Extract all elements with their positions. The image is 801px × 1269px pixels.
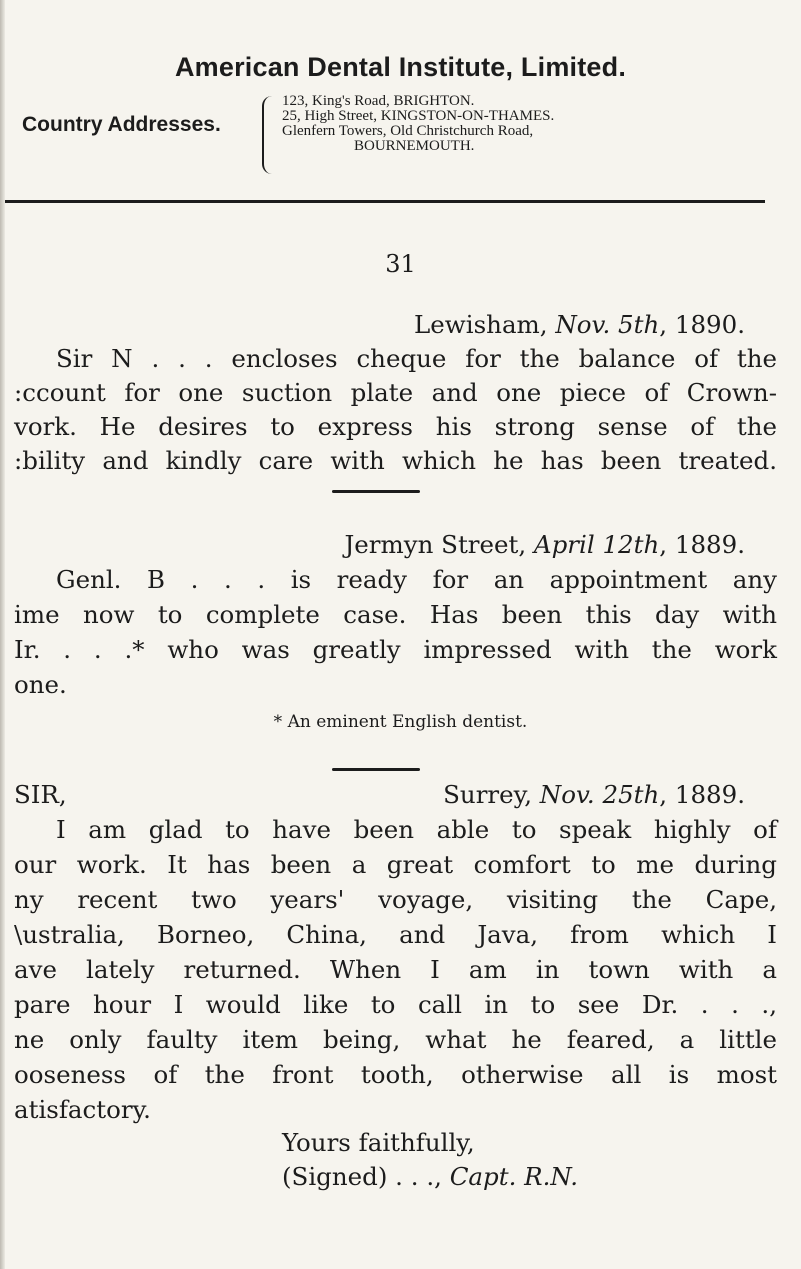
letter-salutation: SIR, bbox=[14, 780, 67, 809]
letter-text-line: :ccount for one suction plate and one piece of Crown- bbox=[14, 378, 777, 407]
address-line: 123, King's Road, BRIGHTON. bbox=[282, 93, 475, 109]
letter-dateline: Jermyn Street, April 12th, 1889. bbox=[344, 530, 745, 559]
letter-signature: (Signed) . . ., Capt. R.N. bbox=[282, 1162, 579, 1191]
address-line: Glenfern Towers, Old Christchurch Road, bbox=[282, 123, 534, 139]
letter-text-line: ave lately returned. When I am in town with a bbox=[14, 955, 777, 984]
address-brace bbox=[262, 96, 274, 174]
letter-text-line: Ir. . . .* who was greatly impressed with the work bbox=[14, 635, 777, 664]
letter-dateline: Lewisham, Nov. 5th, 1890. bbox=[414, 310, 745, 339]
letter-text-line: ime now to complete case. Has been this day with bbox=[14, 600, 777, 629]
letter-text-line: ny recent two years' voyage, visiting the Cape, bbox=[14, 885, 777, 914]
institute-title: American Dental Institute, Limited. bbox=[174, 52, 627, 82]
address-list bbox=[282, 94, 554, 154]
footnote: * An eminent English dentist. bbox=[273, 712, 528, 732]
letter-text-line: ooseness of the front tooth, otherwise all is most bbox=[14, 1060, 777, 1089]
section-separator bbox=[332, 490, 420, 493]
page-edge-shadow bbox=[0, 0, 5, 1269]
letter-closing: Yours faithfully, bbox=[282, 1128, 475, 1157]
letter-text-line: one. bbox=[14, 670, 67, 699]
letter-text-line: atisfactory. bbox=[14, 1095, 151, 1124]
letter-text-line: Genl. B . . . is ready for an appointment any bbox=[56, 565, 777, 594]
letter-text-line: Sir N . . . encloses cheque for the balance of the bbox=[56, 344, 777, 373]
page-number: 31 bbox=[385, 250, 416, 278]
section-separator bbox=[332, 768, 420, 771]
letter-text-line: ne only faulty item being, what he feared, a little bbox=[14, 1025, 777, 1054]
letter-text-line: I am glad to have been able to speak highly of bbox=[56, 815, 777, 844]
address-line: BOURNEMOUTH. bbox=[354, 138, 475, 154]
letter-text-line: pare hour I would like to call in to see Dr. . . ., bbox=[14, 990, 777, 1019]
address-line: 25, High Street, KINGSTON-ON-THAMES. bbox=[282, 108, 555, 124]
country-addresses-label: Country Addresses. bbox=[22, 113, 221, 136]
header-rule bbox=[5, 200, 765, 203]
letter-text-line: \ustralia, Borneo, China, and Java, from which I bbox=[14, 920, 777, 949]
letter-text-line: our work. It has been a great comfort to me during bbox=[14, 850, 777, 879]
letter-text-line: vork. He desires to express his strong sense of the bbox=[14, 412, 777, 441]
letter-dateline: Surrey, Nov. 25th, 1889. bbox=[443, 780, 745, 809]
letter-text-line: :bility and kindly care with which he has been treated. bbox=[14, 446, 777, 475]
